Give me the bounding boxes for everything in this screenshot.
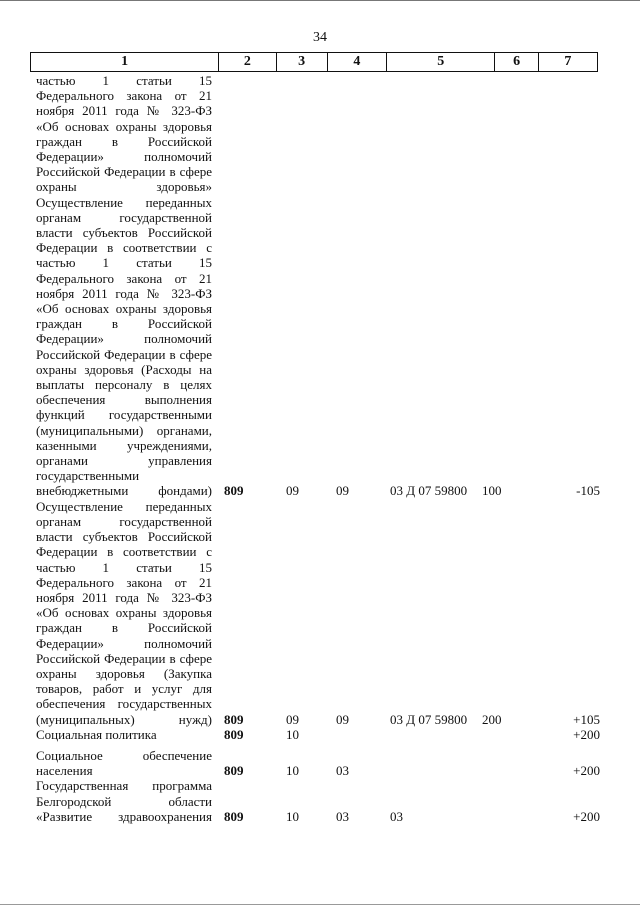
row-kind: 200 xyxy=(482,711,502,727)
row-description: частью 1 статьи 15 Федерального закона от 21 ноября 2011 года № 323-ФЗ «Об основах охраны здоровья граждан в Российской Федерации» полномочий Российской Федерации в сфере охраны здоровья» xyxy=(36,73,212,195)
header-col-1: 1 xyxy=(31,53,219,71)
header-col-7: 7 xyxy=(564,54,572,69)
table-header xyxy=(30,52,598,72)
row-description: Осуществление переданных органам государственной власти субъектов Российской Федерации в соответствии с частью 1 статьи 15 Федерального закона от 21 ноября 2011 года № 323-ФЗ «Об основах охраны здоровья граждан в Российской Федерации» полномочий Российской Федерации в сфере охраны здоровья (Закупка товаров, работ и услуг для обеспечения государственных (муниципальных) нужд) xyxy=(36,498,212,727)
table-row xyxy=(36,727,604,742)
table-body xyxy=(36,73,604,824)
row-target: 03 xyxy=(390,808,403,824)
row-section: 10 xyxy=(286,763,299,779)
page-number: 34 xyxy=(313,30,327,45)
table-row xyxy=(36,748,604,778)
row-code: 809 xyxy=(224,483,244,499)
row-target: 03 Д 07 59800 xyxy=(390,483,468,499)
header-col-3: 3 xyxy=(277,53,328,71)
table-row xyxy=(36,195,604,499)
row-code: 809 xyxy=(224,711,244,727)
table-row xyxy=(36,73,604,195)
row-amount: +105 xyxy=(573,711,600,727)
top-rule xyxy=(0,0,640,5)
bottom-rule xyxy=(0,901,640,905)
row-subsection: 03 xyxy=(336,808,349,824)
header-col-5: 5 xyxy=(387,53,495,71)
row-subsection: 09 xyxy=(336,483,349,499)
row-section: 10 xyxy=(286,726,299,742)
header-col-6: 6 xyxy=(495,53,538,71)
row-description: Социальное обеспечение населения xyxy=(36,747,212,779)
table-row xyxy=(36,499,604,727)
row-kind: 100 xyxy=(482,483,502,499)
row-subsection: 09 xyxy=(336,711,349,727)
row-description: Социальная политика xyxy=(36,726,157,742)
row-amount: -105 xyxy=(576,483,600,499)
row-section: 10 xyxy=(286,808,299,824)
row-subsection: 03 xyxy=(336,763,349,779)
table-row xyxy=(36,778,604,824)
row-amount: +200 xyxy=(573,808,600,824)
row-description: Государственная программа Белгородской области «Развитие здравоохранения xyxy=(36,778,212,824)
row-code: 809 xyxy=(224,726,244,742)
row-amount: +200 xyxy=(573,726,600,742)
row-target: 03 Д 07 59800 xyxy=(390,711,468,727)
row-amount: +200 xyxy=(573,763,600,779)
row-section: 09 xyxy=(286,483,299,499)
row-section: 09 xyxy=(286,711,299,727)
header-col-4: 4 xyxy=(328,53,387,71)
row-code: 809 xyxy=(224,763,244,779)
row-code: 809 xyxy=(224,808,244,824)
row-description: Осуществление переданных органам государственной власти субъектов Российской Федерации в соответствии с частью 1 статьи 15 Федерального закона от 21 ноября 2011 года № 323-ФЗ «Об основах охраны здоровья граждан в Российской Федерации» полномочий Российской Федерации в сфере охраны здоровья (Расходы на выплаты персоналу в целях обеспечения выполнения функций государственными (муниципальными) органами, казенными учреждениями, органами управления государственными внебюджетными фондами) xyxy=(36,194,212,499)
header-col-2: 2 xyxy=(219,53,276,71)
